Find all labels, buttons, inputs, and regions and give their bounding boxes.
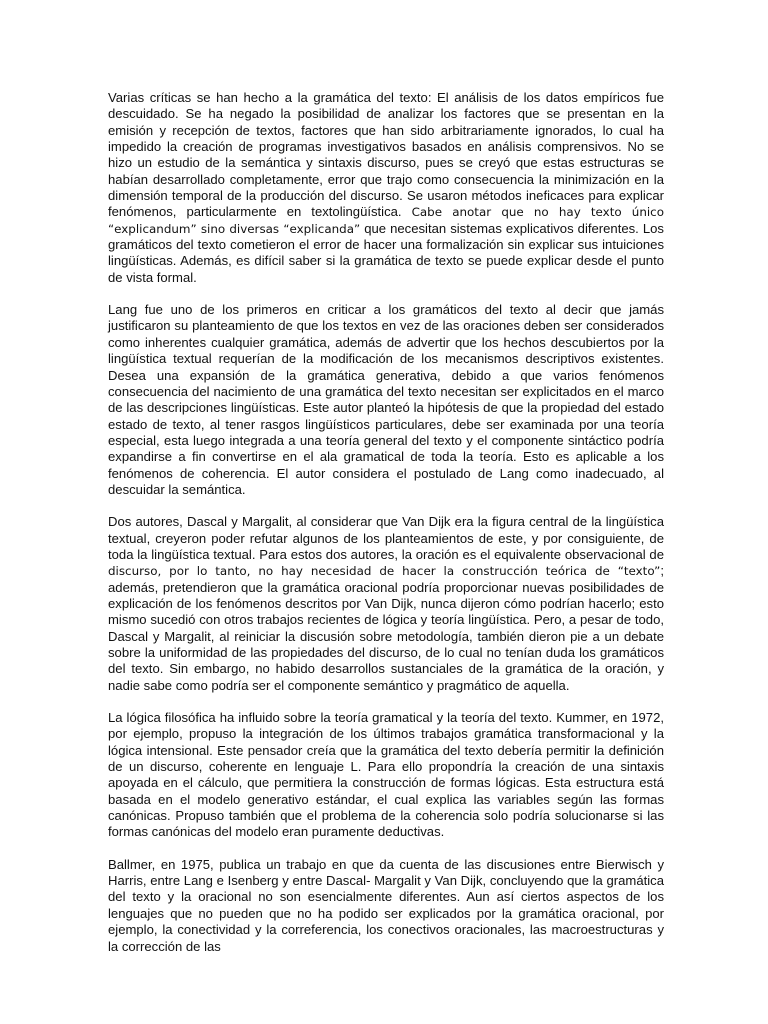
paragraph-4-text: La lógica filosófica ha influido sobre la teoría gramatical y la teoría del texto. Kummer, en 1972, por ejemplo, propuso la integración de los últimos trabajos gramática transformacional y la lógica intensional. Este pensador creía que la gramática del texto debería permitir la definición de un discurso, coherente en lenguaje L. Para ello propondría la creación de una sintaxis apoyada en el cálculo, que permitiera la construcción de formas lógicas. Esta estructura está basada en el modelo generativo estándar, el cual explica las variables según las formas canónicas. Propuso también que el problema de la coherencia solo podría solucionarse si las formas canónicas del modelo eran puramente deductivas. — [108, 710, 664, 840]
paragraph-4 — [108, 710, 664, 841]
paragraph-3-text-a: Dos autores, Dascal y Margalit, al considerar que Van Dijk era la figura central de la lingüística textual, creyeron poder refutar algunos de los planteamientos de este, y por consiguiente, de toda la lingüística textual. Para estos dos autores, la oración es el equivalente observacional de — [108, 514, 664, 562]
paragraph-3-text-b: discurso, por lo tanto, no hay necesidad de hacer la construcción teórica de “texto” — [108, 564, 661, 579]
paragraph-1-text-c: que necesitan sistemas explicativos diferentes. Los gramáticos del texto cometieron el error de hacer una formalización sin explicar sus intuiciones lingüísticas. Además, es difícil saber si la gramática de texto se puede explicar desde el punto de vista formal. — [108, 220, 664, 285]
paragraph-5-text: Ballmer, en 1975, publica un trabajo en que da cuenta de las discusiones entre Bierwisch y Harris, entre Lang e Isenberg y entre Dascal- Margalit y Van Dijk, concluyendo que la gramática del texto y la oracional no son esencialmente diferentes. Aun así ciertos aspectos de los lenguajes que no pueden que no ha podido ser explicados por la gramática oracional, por ejemplo, la conectividad y la correferencia, los conectivos oracionales, las macroestructuras y la corrección de las — [108, 856, 664, 954]
paragraph-1-text-a: Varias críticas se han hecho a la gramática del texto: El análisis de los datos empíricos fue descuidado. Se ha negado la posibilidad de analizar los factores que se presentan en la emisión y recepción de textos, factores que han sido arbitrariamente ignorados, lo cual ha impedido la creación de programas investigativos basados en análisis comprensivos. No se hizo un estudio de la semántica y sintaxis discurso, pues se creyó que estas estructuras se habían desarrollado completamente, error que trajo como consecuencia la minimización en la dimensión temporal de la producción del discurso. Se usaron métodos ineficaces para explicar fenómenos, particularmente en textolingüística. — [108, 90, 664, 220]
paragraph-1 — [108, 90, 664, 286]
paragraph-3-text-c: ; además, pretendieron que la gramática oracional podría proporcionar nuevas posibilidades de explicación de los fenómenos descritos por Van Dijk, nunca dijeron cómo podrían hacerlo; esto mismo sucedió con otros trabajos recientes de lógica y teoría lingüística. Pero, a pesar de todo, Dascal y Margalit, al reiniciar la discusión sobre metodología, también dieron pie a un debate sobre la uniformidad de las propiedades del discurso, de lo cual no tenían duda los gramáticos del texto. Sin embargo, no habido desarrollos sustanciales de la gramática de la oración, y nadie sabe como podría ser el componente semántico y pragmático de aquella. — [108, 563, 664, 693]
paragraph-1-text-b: Cabe anotar que no hay texto único “explicandum” sino diversas “explicanda” — [108, 205, 664, 236]
paragraph-5 — [108, 857, 664, 955]
paragraph-3 — [108, 514, 664, 694]
paragraph-2 — [108, 302, 664, 498]
paragraph-2-text: Lang fue uno de los primeros en criticar a los gramáticos del texto al decir que jamás justificaron su planteamiento de que los textos en vez de las oraciones deben ser considerados como inherentes cualquier gramática, además de advertir que los hechos descubiertos por la lingüística textual requerían de la modificación de los mecanismos descriptivos existentes. Desea una expansión de la gramática generativa, debido a que varios fenómenos consecuencia del nacimiento de una gramática del texto necesitan ser explicitados en el marco de las descripciones lingüísticas. Este autor planteó la hipótesis de que la propiedad del estado estado de texto, al tener rasgos lingüísticos particulares, debe ser examinada por una teoría especial, esta luego integrada a una teoría general del texto y el componente sintáctico podría expandirse a fin convertirse en el ala gramatical de toda la teoría. Esto es aplicable a los fenómenos de coherencia. El autor considera el postulado de Lang como inadecuado, al descuidar la semántica. — [108, 302, 664, 497]
